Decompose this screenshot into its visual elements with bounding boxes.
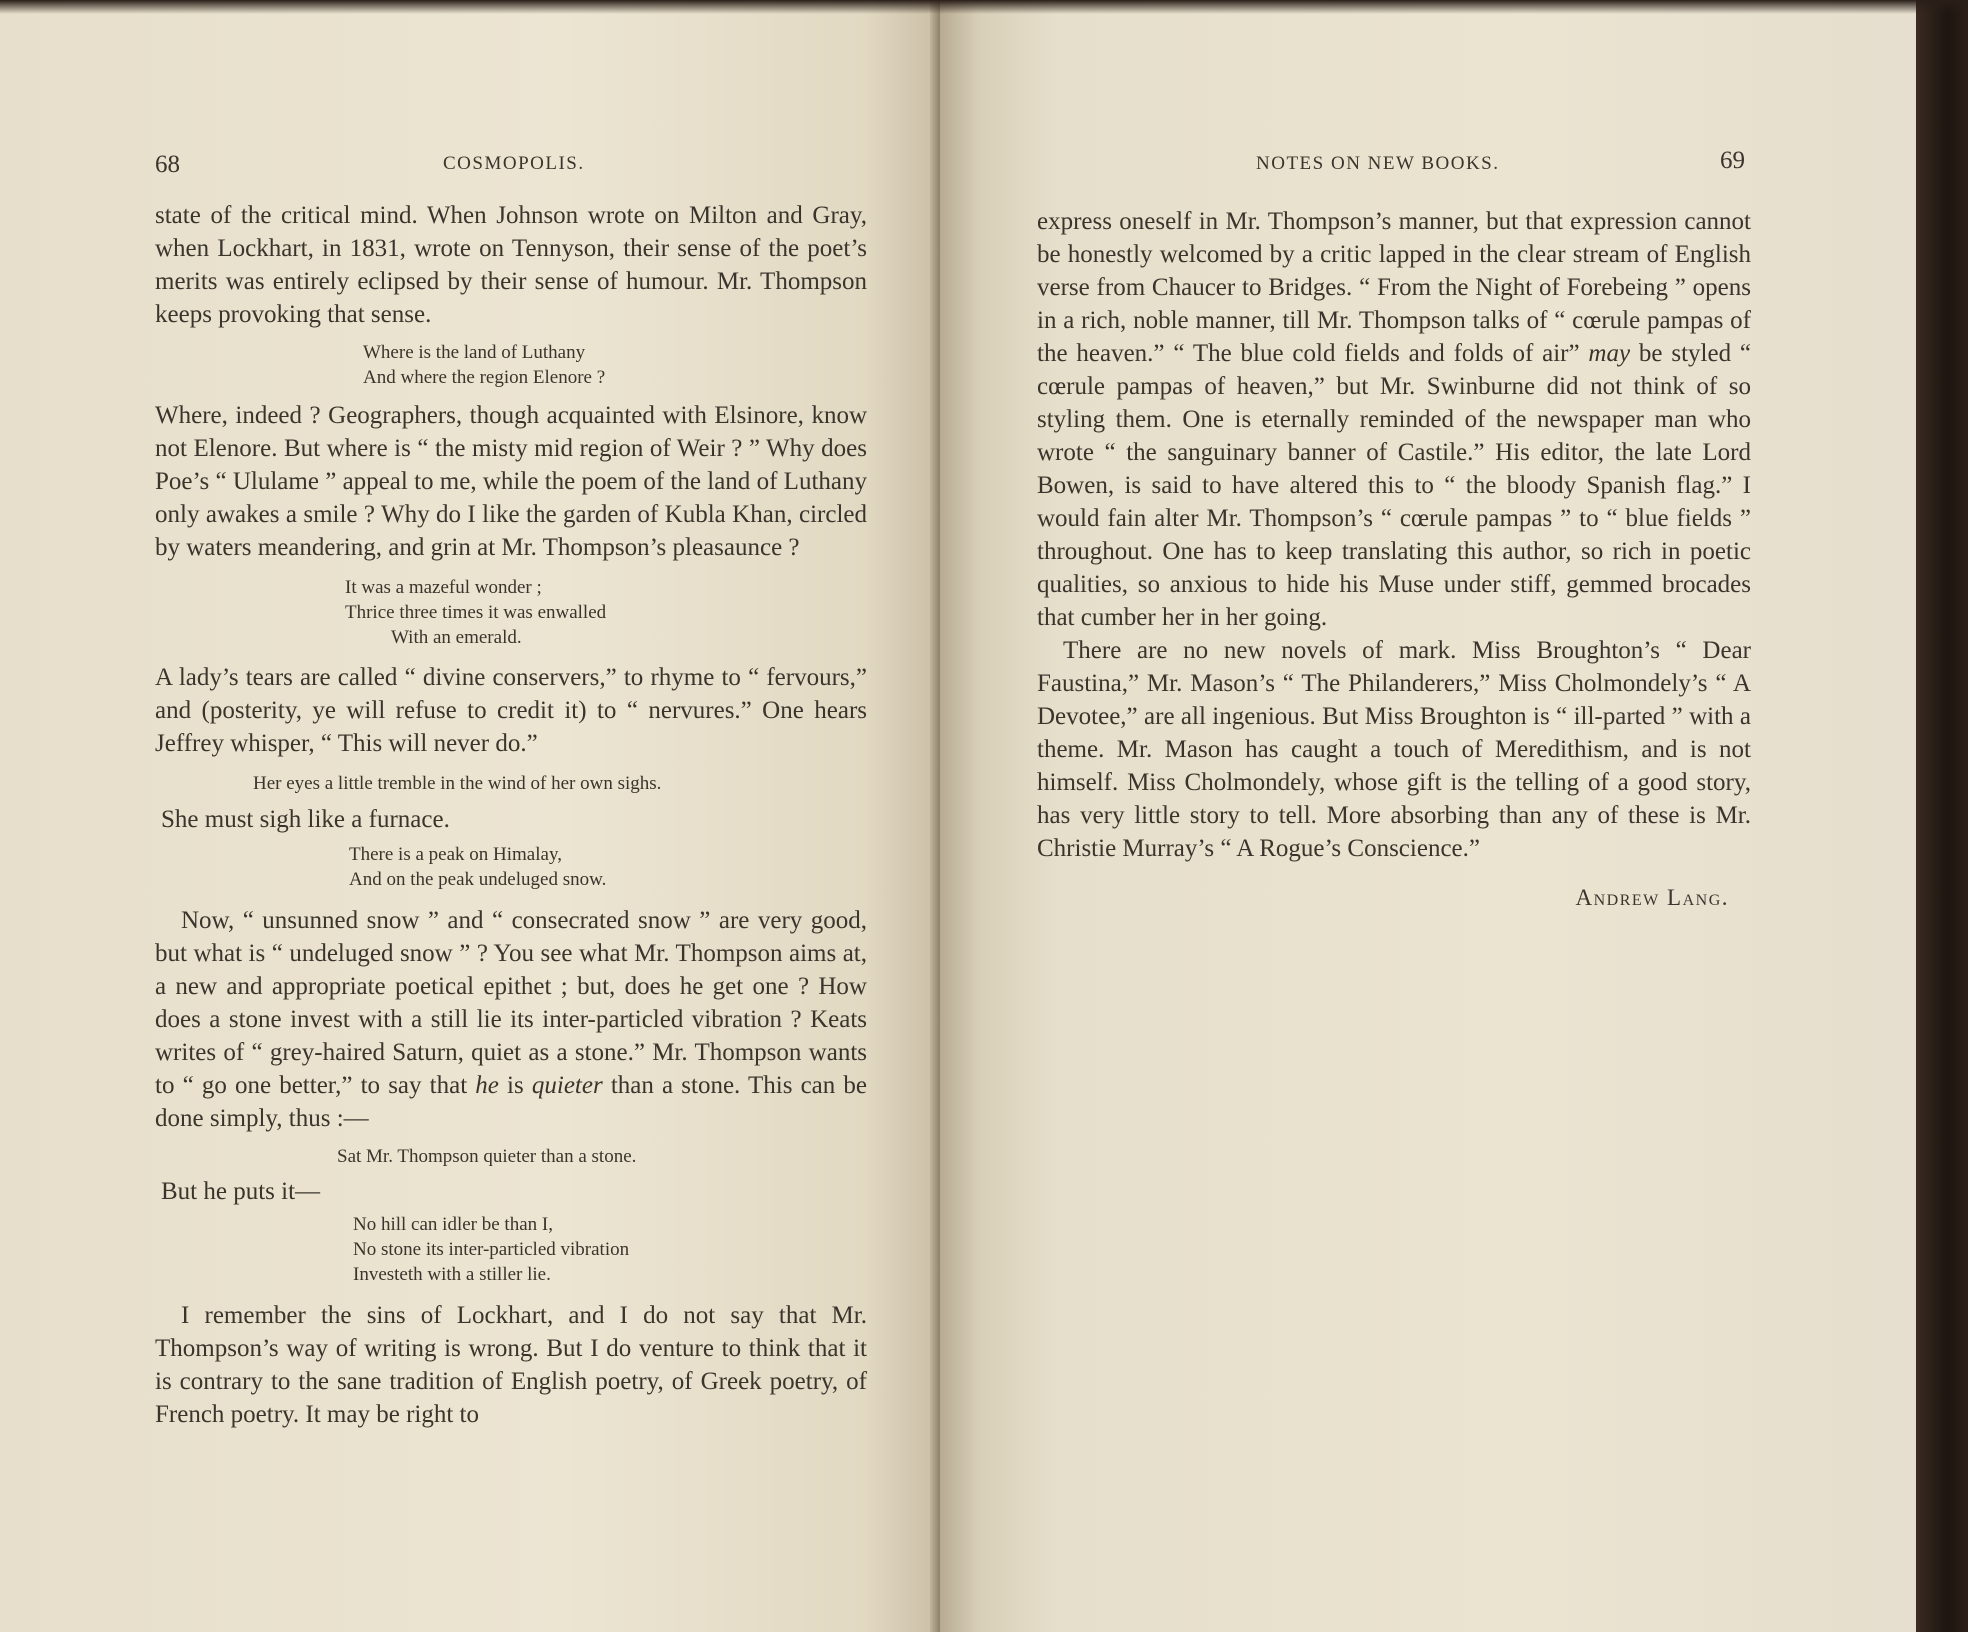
right-page-body bbox=[1037, 205, 1751, 911]
italic-word: may bbox=[1588, 340, 1631, 367]
left-page-body bbox=[155, 199, 867, 1431]
paragraph: state of the critical mind. When Johnson wrote on Milton and Gray, when Lockhart, in 1831, wrote on Tennyson, their sense of the poet’s merits was entirely eclipsed by their sense of humour. Mr. Thompson keeps provoking that sense. bbox=[155, 202, 867, 328]
running-head-left: COSMOPOLIS. bbox=[443, 153, 585, 174]
verse-quote bbox=[353, 1212, 867, 1287]
verse-line: Where is the land of Luthany bbox=[363, 342, 586, 363]
verse-quote bbox=[337, 1144, 867, 1169]
verse-quote bbox=[345, 575, 867, 650]
verse-quote bbox=[363, 340, 867, 390]
verse-line: And where the region Elenore ? bbox=[363, 367, 606, 388]
verse-line: Investeth with a stiller lie. bbox=[353, 1264, 551, 1285]
verse-line: Sat Mr. Thompson quieter than a stone. bbox=[337, 1146, 637, 1167]
paragraph: But he puts it— bbox=[161, 1178, 321, 1205]
paragraph: Where, indeed ? Geographers, though acquainted with Elsinore, know not Elenore. But where is “ the misty mid region of Weir ? ” Why does Poe’s “ Ululame ” appeal to me, while the poem of the land of Luthany only awakes a smile ? Why do I like the garden of Kubla Khan, circled by waters meandering, and grin at Mr. Thompson’s pleasaunce ? bbox=[155, 402, 867, 561]
verse-line: Her eyes a little tremble in the wind of her own sighs. bbox=[253, 773, 662, 794]
verse-line: No stone its inter-particled vibration bbox=[353, 1239, 630, 1260]
paragraph: A lady’s tears are called “ divine conservers,” to rhyme to “ fervours,” and (posterity, ye will refuse to credit it) to “ nervures.” One hears Jeffrey whisper, “ This will never do.” bbox=[155, 664, 867, 757]
italic-word: he bbox=[475, 1072, 499, 1099]
verse-line: It was a mazeful wonder ; bbox=[345, 577, 542, 598]
verse-line: No hill can idler be than I, bbox=[353, 1214, 553, 1235]
running-head-right: NOTES ON NEW BOOKS. bbox=[1256, 153, 1500, 174]
text-run: than a stone. This can be done simply, thus :— bbox=[155, 1072, 867, 1132]
text-run: Now, “ unsunned snow ” and “ consecrated snow ” are very good, but what is “ undeluged snow ” ? You see what Mr. Thompson aims at, a new and appropriate poetical epithet ; but, does he get one ? How does a stone invest with a still lie its inter-particled vibration ? Keats writes of “ grey-haired Saturn, quiet as a stone.” Mr. Thompson wants to “ go one better,” to say that bbox=[155, 907, 867, 1099]
verse-quote bbox=[349, 842, 867, 892]
text-run: express oneself in Mr. Thompson’s manner, but that expression cannot be honestly welcomed by a critic lapped in the clear stream of English verse from Chaucer to Bridges. “ From the Night of Forebeing ” opens in a rich, noble manner, till Mr. Thompson talks of “ cœrule pampas of the heaven.” “ The blue cold fields and folds of air” bbox=[1037, 208, 1751, 367]
verse-line: With an emerald. bbox=[391, 627, 522, 648]
right-page bbox=[940, 0, 1918, 1632]
verse-quote bbox=[253, 771, 867, 796]
page-number-right: 69 bbox=[1720, 147, 1745, 174]
book-cover-edge bbox=[1916, 0, 1968, 1632]
page-number-left: 68 bbox=[155, 151, 180, 178]
paragraph: She must sigh like a furnace. bbox=[161, 806, 450, 833]
text-run: be styled “ cœrule pampas of heaven,” but Mr. Swinburne did not think of so styling them. One is eternally reminded of the newspaper man who wrote “ the sanguinary banner of Castile.” His editor, the late Lord Bowen, is said to have altered this to “ the bloody Spanish flag.” I would fain alter Mr. Thompson’s “ cœrule pampas ” to “ blue fields ” throughout. One has to keep translating this author, so rich in poetic qualities, so anxious to hide his Muse under stiff, gemmed brocades that cumber her in her going. bbox=[1037, 340, 1751, 631]
paragraph: I remember the sins of Lockhart, and I do not say that Mr. Thompson’s way of writing is wrong. But I do venture to think that it is contrary to the sane tradition of English poetry, of Greek poetry, of French poetry. It may be right to bbox=[155, 1302, 867, 1428]
verse-line: There is a peak on Himalay, bbox=[349, 844, 562, 865]
top-shadow bbox=[0, 0, 1968, 14]
text-run: is bbox=[498, 1072, 532, 1099]
paragraph: There are no new novels of mark. Miss Broughton’s “ Dear Faustina,” Mr. Mason’s “ The Philanderers,” Miss Cholmondely’s “ A Devotee,” are all ingenious. But Miss Broughton is “ ill-parted ” with a theme. Mr. Mason has caught a touch of Meredithism, and is not himself. Miss Cholmondely, whose gift is the telling of a good story, has very little story to tell. More absorbing than any of these is Mr. Christie Murray’s “ A Rogue’s Conscience.” bbox=[1037, 637, 1751, 862]
paragraph bbox=[155, 904, 867, 1135]
paragraph bbox=[1037, 205, 1751, 634]
verse-line: Thrice three times it was enwalled bbox=[345, 602, 607, 623]
verse-line: And on the peak undeluged snow. bbox=[349, 869, 607, 890]
author-signature: Andrew Lang. bbox=[1575, 885, 1729, 910]
left-page bbox=[0, 0, 940, 1632]
italic-word: quieter bbox=[531, 1072, 603, 1099]
